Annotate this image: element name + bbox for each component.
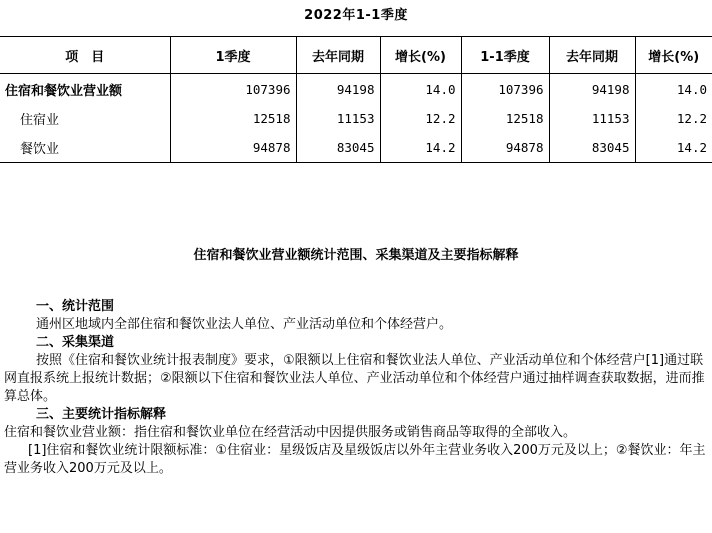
header-q1: 1季度 — [170, 37, 296, 74]
heading-channels: 二、采集渠道 — [36, 335, 115, 350]
cell-q1-prev: 11153 — [296, 105, 380, 132]
cell-ytd-growth: 12.2 — [635, 105, 712, 132]
header-ytd-prev: 去年同期 — [549, 37, 635, 74]
table-row — [0, 132, 712, 163]
cell-q1-prev: 83045 — [296, 132, 380, 163]
cell-q1: 94878 — [170, 132, 296, 163]
paragraph-scope: 通州区地域内全部住宿和餐饮业法人单位、产业活动单位和个体经营户。 — [36, 317, 453, 332]
notes-body — [4, 298, 710, 478]
cell-q1-growth: 12.2 — [380, 105, 461, 132]
paragraph-indicators: 住宿和餐饮业营业额：指住宿和餐饮业单位在经营活动中因提供服务或销售商品等取得的全部收入。 — [4, 425, 577, 440]
table-row — [0, 105, 712, 132]
header-ytd: 1-1季度 — [461, 37, 549, 74]
cell-q1: 12518 — [170, 105, 296, 132]
cell-ytd: 94878 — [461, 132, 549, 163]
heading-scope: 一、统计范围 — [36, 299, 115, 314]
row-label: 住宿和餐饮业营业额 — [5, 84, 123, 99]
cell-q1-growth: 14.0 — [380, 74, 461, 106]
cell-q1-prev: 94198 — [296, 74, 380, 106]
row-label: 住宿业 — [20, 113, 60, 128]
table-header-row — [0, 37, 712, 74]
cell-ytd: 107396 — [461, 74, 549, 106]
cell-ytd-prev: 83045 — [549, 132, 635, 163]
header-ytd-growth: 增长(%) — [635, 37, 712, 74]
heading-indicators: 三、主要统计指标解释 — [36, 407, 167, 422]
cell-q1: 107396 — [170, 74, 296, 106]
cell-ytd: 12518 — [461, 105, 549, 132]
cell-ytd-prev: 94198 — [549, 74, 635, 106]
table-caption: 2022年1-1季度 — [304, 8, 408, 23]
cell-ytd-prev: 11153 — [549, 105, 635, 132]
header-item: 项 目 — [0, 37, 170, 74]
cell-ytd-growth: 14.2 — [635, 132, 712, 163]
row-label: 餐饮业 — [0, 132, 170, 163]
cell-ytd-growth: 14.0 — [635, 74, 712, 106]
statistics-table — [0, 36, 712, 163]
footnote: [1]住宿和餐饮业统计限额标准：①住宿业：星级饭店及星级饭店以外年主营业务收入200万元及以上；②餐饮业：年主营业务收入200万元及以上。 — [4, 443, 706, 476]
paragraph-channels: 按照《住宿和餐饮业统计报表制度》要求，①限额以上住宿和餐饮业法人单位、产业活动单位和个体经营户[1]通过联网直报系统上报统计数据；②限额以下住宿和餐饮业法人单位、产业活动单位和个体经营户通过抽样调查获取数据，进而推算总体。 — [4, 353, 705, 404]
cell-q1-growth: 14.2 — [380, 132, 461, 163]
header-q1-growth: 增长(%) — [380, 37, 461, 74]
header-q1-prev: 去年同期 — [296, 37, 380, 74]
table-row — [0, 74, 712, 106]
section-title: 住宿和餐饮业营业额统计范围、采集渠道及主要指标解释 — [193, 248, 519, 263]
